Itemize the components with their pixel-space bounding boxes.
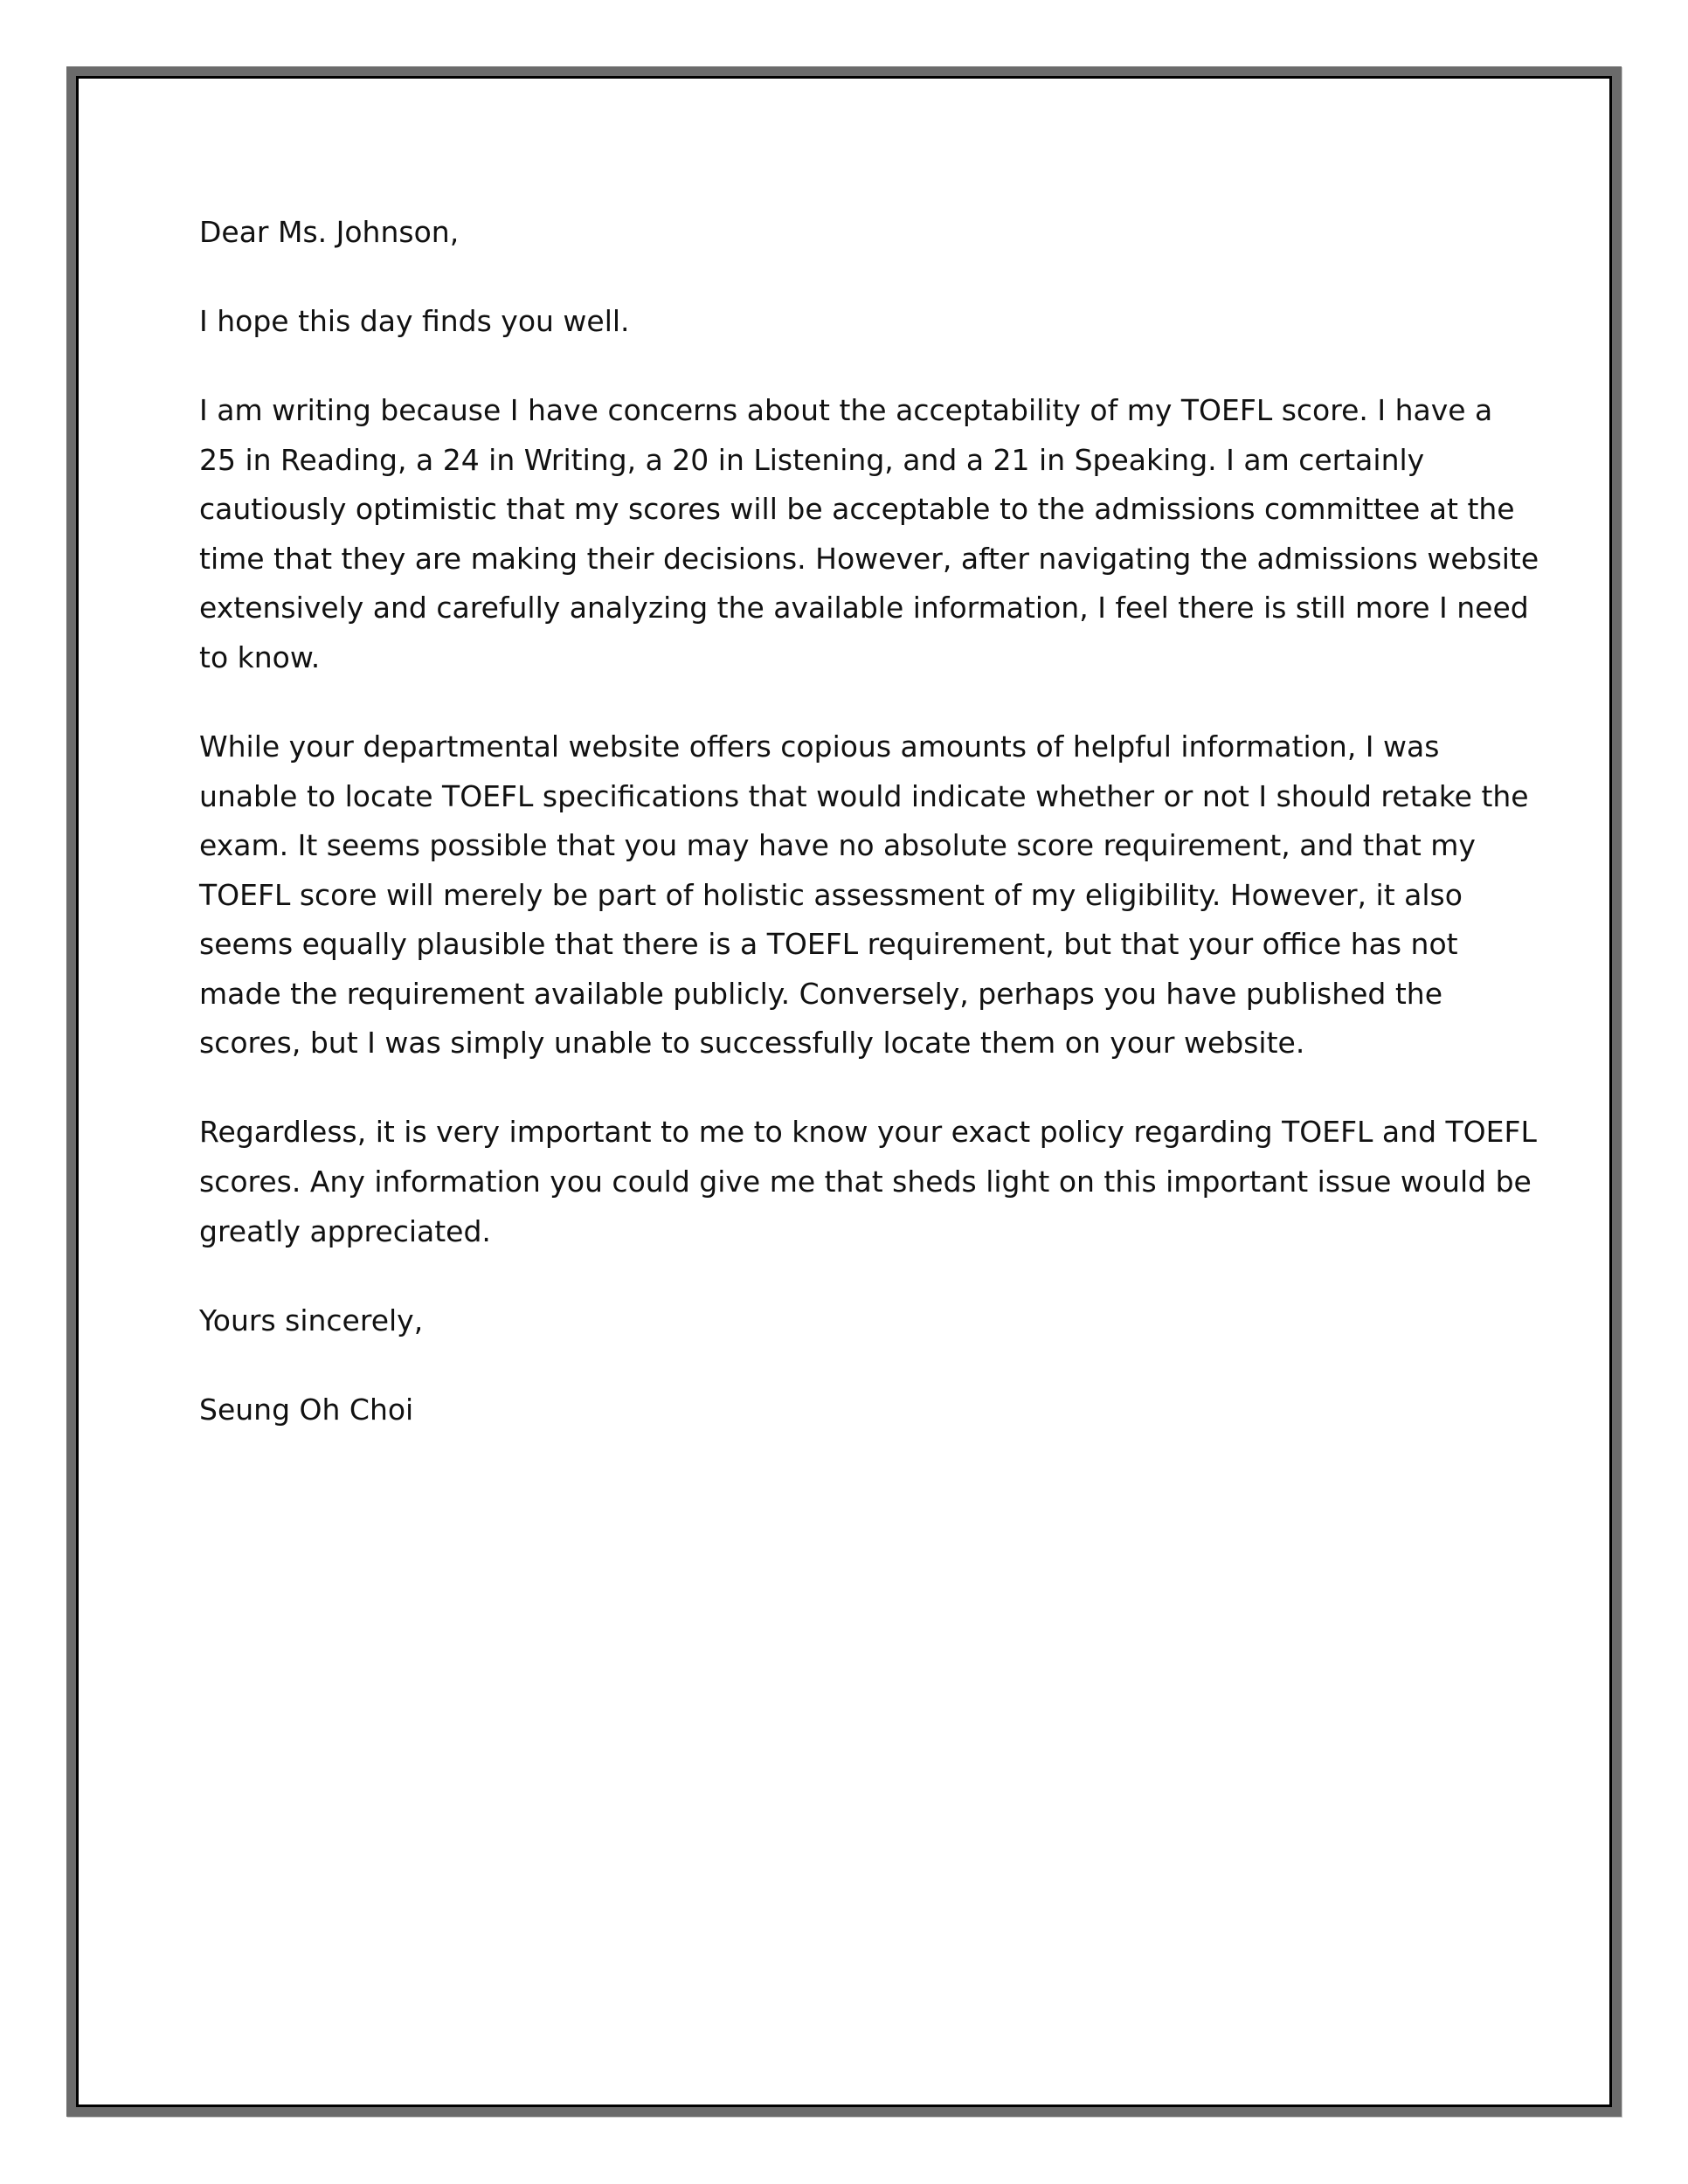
signature: Seung Oh Choi <box>199 1392 414 1427</box>
paragraph-website <box>199 722 1539 1068</box>
text-line: TOEFL score will merely be part of holistic assessment of my eligibility. However, it also <box>199 877 1463 912</box>
text-line: 25 in Reading, a 24 in Writing, a 20 in Listening, and a 21 in Speaking. I am certainly <box>199 442 1425 477</box>
text-line: exam. It seems possible that you may have no absolute score requirement, and that my <box>199 828 1476 863</box>
text-line: greatly appreciated. <box>199 1213 491 1248</box>
text-line: Regardless, it is very important to me to know your exact policy regarding TOEFL and TOEFL <box>199 1115 1537 1150</box>
text-line: While your departmental website offers copious amounts of helpful information, I was <box>199 729 1440 764</box>
text-line: to know. <box>199 639 321 674</box>
text-line: extensively and carefully analyzing the available information, I feel there is still more I need <box>199 591 1529 625</box>
salutation: Dear Ms. Johnson, <box>199 215 460 249</box>
text-line: unable to locate TOEFL specifications that would indicate whether or not I should retake the <box>199 778 1529 813</box>
text-line: scores, but I was simply unable to successfully locate them on your website. <box>199 1026 1305 1061</box>
text-line: time that they are making their decisions. However, after navigating the admissions website <box>199 541 1539 576</box>
text-line: seems equally plausible that there is a TOEFL requirement, but that your office has not <box>199 927 1458 962</box>
text-line: scores. Any information you could give me that sheds light on this important issue would be <box>199 1165 1532 1199</box>
closing: Yours sincerely, <box>199 1303 424 1337</box>
greeting: I hope this day finds you well. <box>199 303 630 338</box>
paragraph-request <box>199 1108 1539 1256</box>
text-line: I am writing because I have concerns about the acceptability of my TOEFL score. I have a <box>199 392 1493 427</box>
letter-body <box>199 208 1539 1475</box>
text-line: cautiously optimistic that my scores will be acceptable to the admissions committee at the <box>199 492 1515 527</box>
text-line: made the requirement available publicly. Conversely, perhaps you have published the <box>199 976 1443 1011</box>
paragraph-scores <box>199 386 1539 683</box>
